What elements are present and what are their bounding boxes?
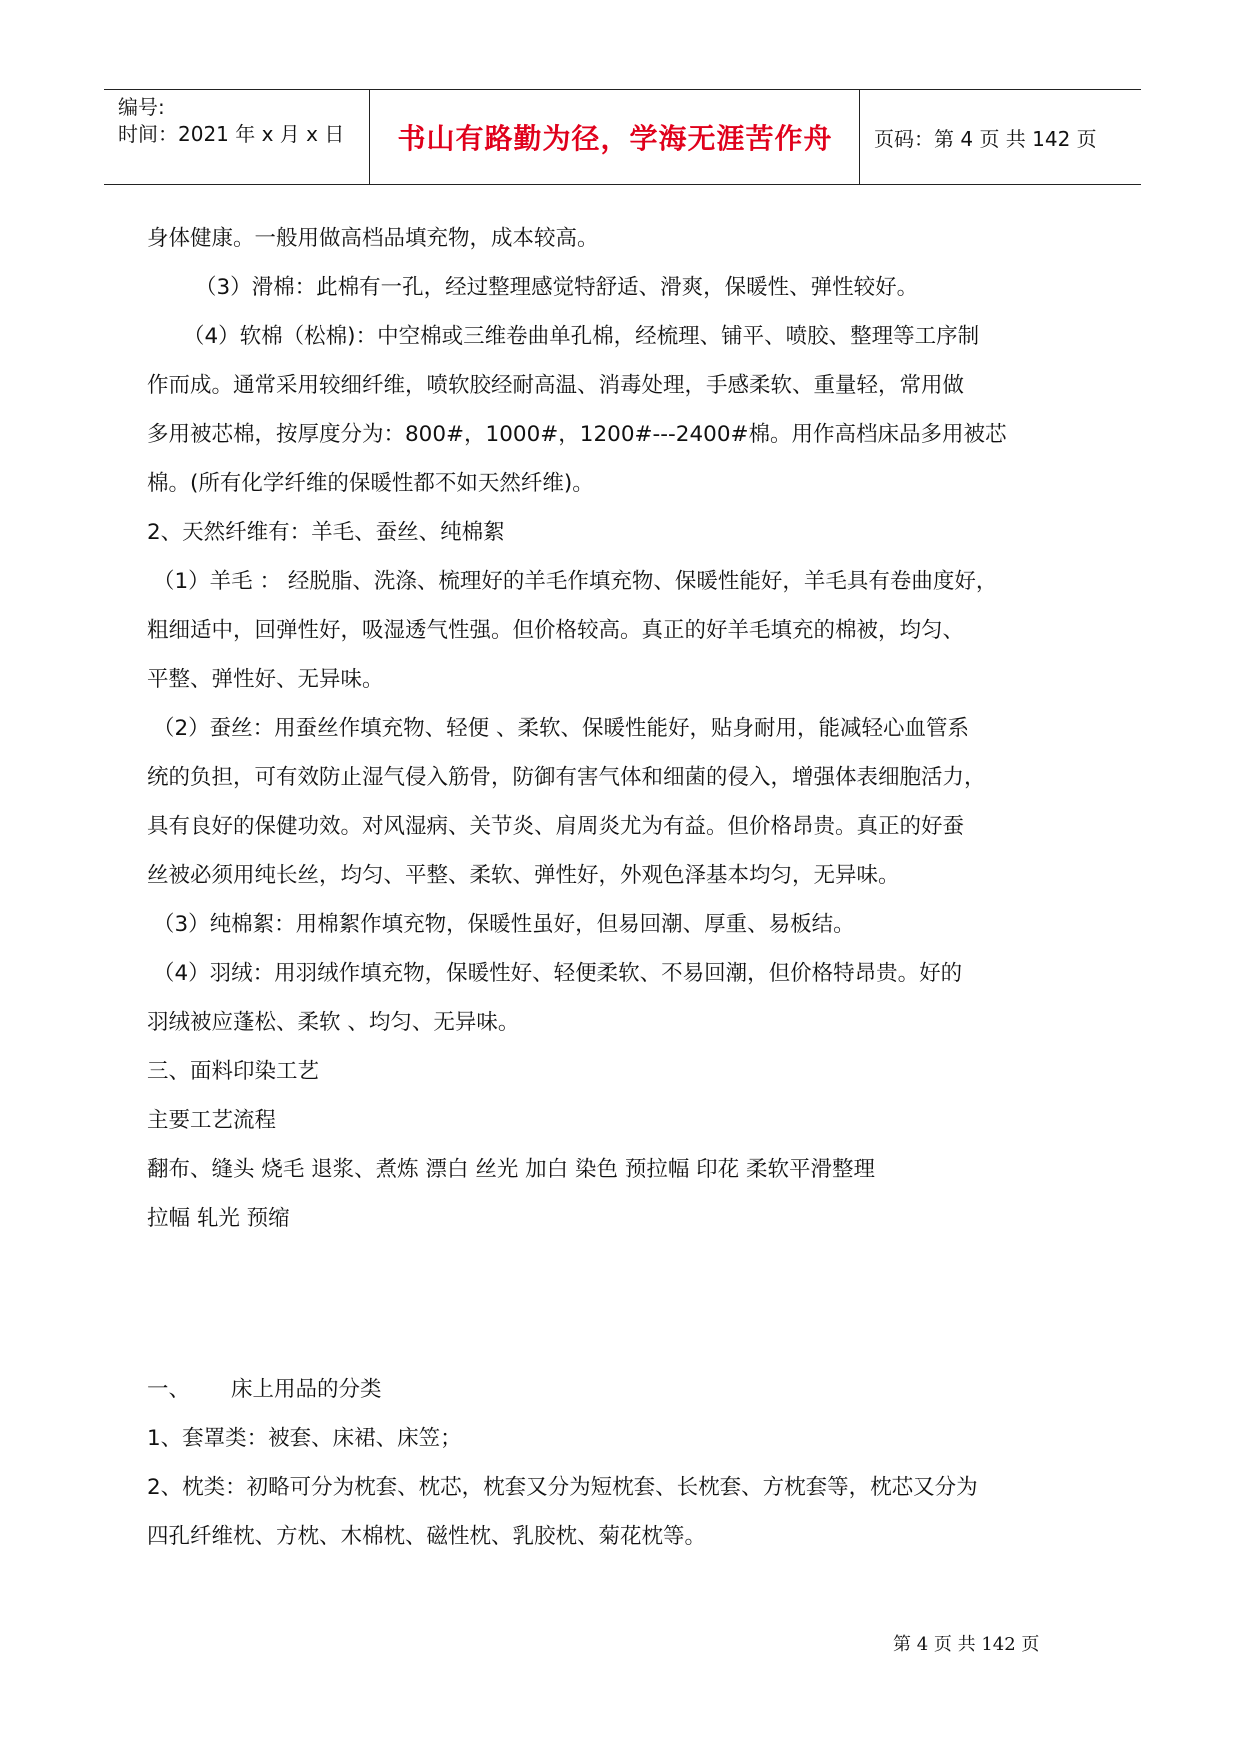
header-divider xyxy=(859,90,860,184)
paragraph-line: （4）软棉（松棉)：中空棉或三维卷曲单孔棉，经梳理、铺平、喷胶、整理等工序制 xyxy=(183,324,980,349)
paragraph-line: 棉。(所有化学纤维的保暖性都不如天然纤维)。 xyxy=(147,471,594,496)
paragraph-line: （4）羽绒：用羽绒作填充物，保暖性好、轻便柔软、不易回潮，但价格特昂贵。好的 xyxy=(153,961,963,986)
paragraph-line: 2、枕类：初略可分为枕套、枕芯，枕套又分为短枕套、长枕套、方枕套等，枕芯又分为 xyxy=(147,1475,978,1500)
paragraph-line: 统的负担，可有效防止湿气侵入筋骨，防御有害气体和细菌的侵入，增强体表细胞活力， xyxy=(147,765,986,790)
header-divider xyxy=(369,90,370,184)
page-header xyxy=(104,89,1141,185)
paragraph-line: （2）蚕丝：用蚕丝作填充物、轻便 、柔软、保暖性能好，贴身耐用，能减轻心血管系 xyxy=(153,716,970,741)
paragraph-line: 身体健康。一般用做高档品填充物，成本较高。 xyxy=(147,226,599,251)
paragraph-line: 平整、弹性好、无异味。 xyxy=(147,667,384,692)
paragraph-line: （3）滑棉：此棉有一孔，经过整理感觉特舒适、滑爽，保暖性、弹性较好。 xyxy=(195,275,919,300)
process-steps: 拉幅 轧光 预缩 xyxy=(147,1206,290,1231)
document-number-label: 编号: xyxy=(118,95,165,119)
header-motto: 书山有路勤为径，学海无涯苦作舟 xyxy=(397,122,833,155)
paragraph-line: 粗细适中，回弹性好，吸湿透气性强。但价格较高。真正的好羊毛填充的棉被，均匀、 xyxy=(147,618,965,643)
process-steps: 翻布、缝头 烧毛 退浆、煮炼 漂白 丝光 加白 染色 预拉幅 印花 柔软平滑整理 xyxy=(147,1157,876,1182)
paragraph-line: 羽绒被应蓬松、柔软 、均匀、无异味。 xyxy=(147,1010,520,1035)
paragraph-line: 丝被必须用纯长丝，均匀、平整、柔软、弹性好，外观色泽基本均匀，无异味。 xyxy=(147,863,900,888)
paragraph-line: 多用被芯棉，按厚度分为：800#，1000#，1200#---2400#棉。用作高档床品多用被芯 xyxy=(147,422,1007,447)
paragraph-line: 具有良好的保健功效。对风湿病、关节炎、肩周炎尤为有益。但价格昂贵。真正的好蚕 xyxy=(147,814,965,839)
section-heading: 一、 床上用品的分类 xyxy=(147,1377,382,1402)
section-heading: 2、天然纤维有：羊毛、蚕丝、纯棉絮 xyxy=(147,520,505,545)
document-time-label: 时间：2021 年 x 月 x 日 xyxy=(118,122,345,146)
header-meta xyxy=(118,90,368,184)
document-body xyxy=(147,214,1132,1561)
paragraph-line: （1）羊毛 ： 经脱脂、洗涤、梳理好的羊毛作填充物、保暖性能好，羊毛具有卷曲度好， xyxy=(153,569,998,594)
paragraph-line: 作而成。通常采用较细纤维，喷软胶经耐高温、消毒处理，手感柔软、重量轻，常用做 xyxy=(147,373,965,398)
header-page-number: 页码：第 4 页 共 142 页 xyxy=(874,126,1097,151)
footer-page-number: 第 4 页 共 142 页 xyxy=(893,1634,1040,1655)
paragraph-line: （3）纯棉絮：用棉絮作填充物，保暖性虽好，但易回潮、厚重、易板结。 xyxy=(153,912,855,937)
subsection-heading: 主要工艺流程 xyxy=(147,1108,277,1133)
section-heading: 三、面料印染工艺 xyxy=(147,1059,320,1084)
blank-space xyxy=(147,1243,1132,1365)
paragraph-line: 四孔纤维枕、方枕、木棉枕、磁性枕、乳胶枕、菊花枕等。 xyxy=(147,1524,707,1549)
paragraph-line: 1、套罩类：被套、床裙、床笠； xyxy=(147,1426,462,1451)
